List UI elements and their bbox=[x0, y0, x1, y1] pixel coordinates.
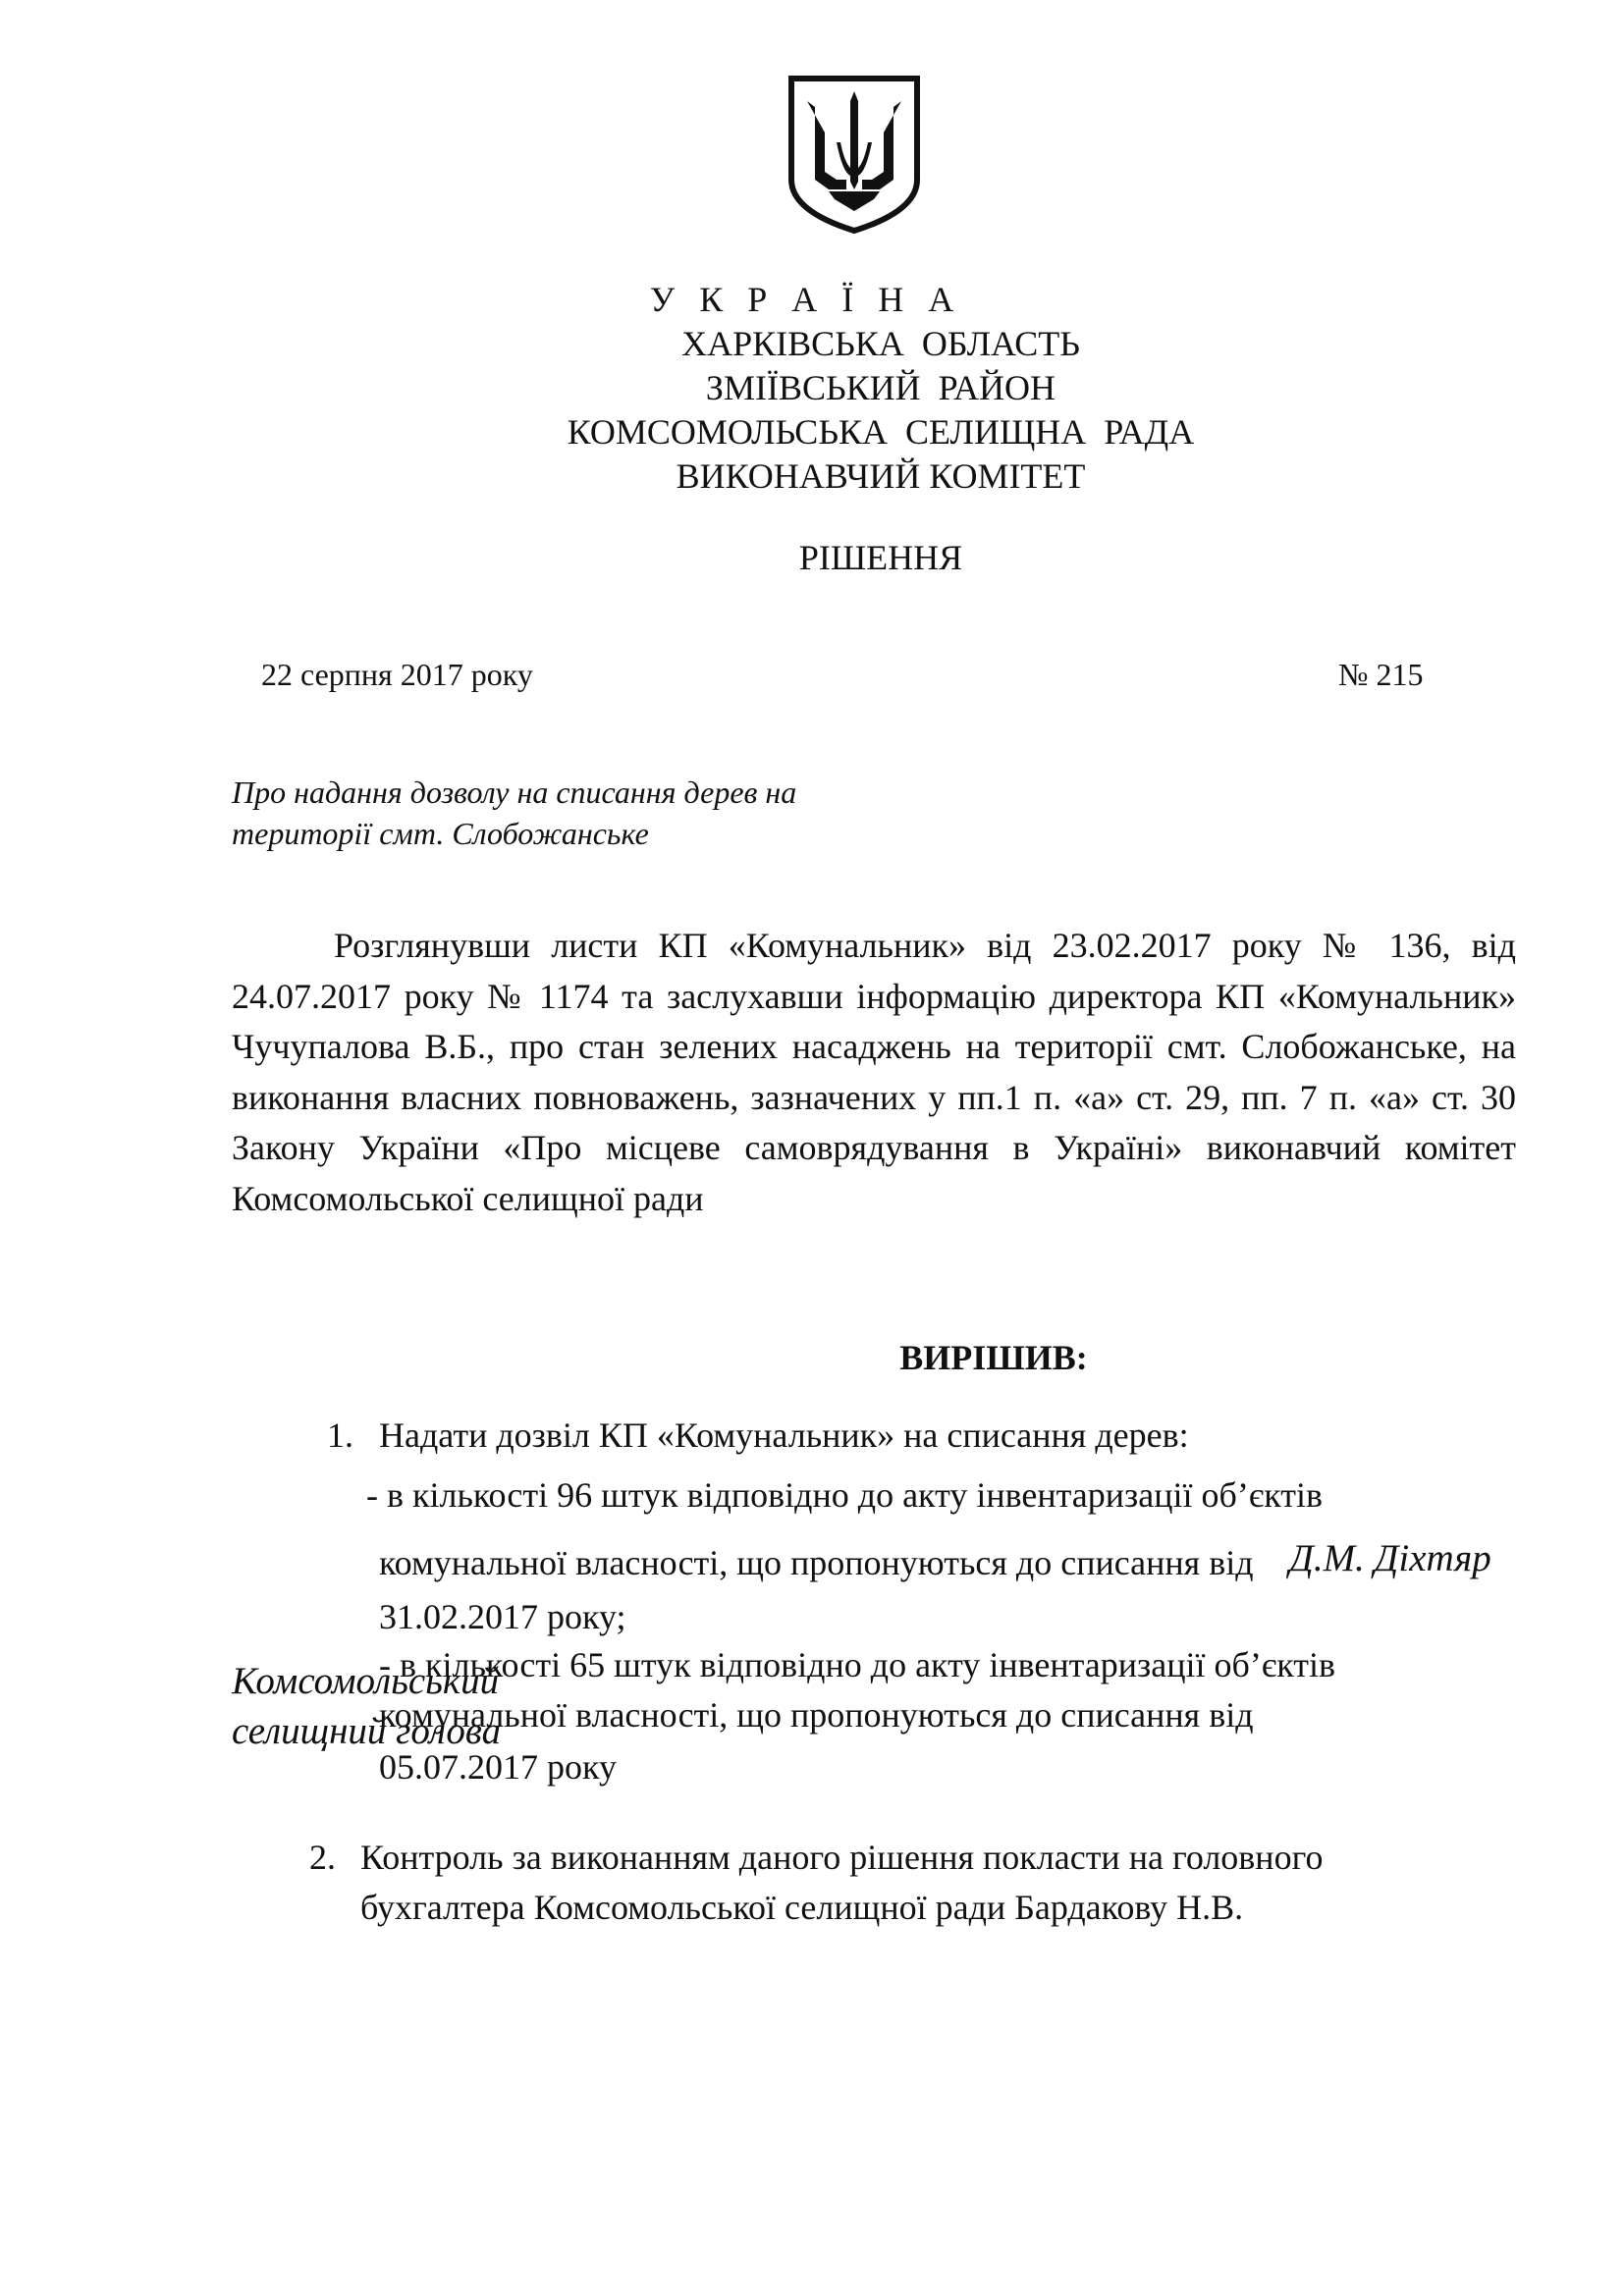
resolution-item-2 bbox=[309, 1833, 1537, 1883]
item-text: Контроль за виконанням даного рішення покласти на головного bbox=[360, 1838, 1324, 1877]
decision-title-text: РІШЕННЯ bbox=[798, 538, 963, 577]
coat-of-arms-trident-icon bbox=[785, 74, 923, 236]
decision-date: 22 серпня 2017 року bbox=[261, 657, 533, 692]
item-1-sub-line-3: 31.02.2017 року; bbox=[379, 1597, 626, 1636]
preamble bbox=[232, 921, 1516, 1224]
header-council: КОМСОМОЛЬСЬКА СЕЛИЩНА РАДА bbox=[567, 412, 1195, 452]
subject-line-2: території смт. Слобожанське bbox=[232, 816, 649, 851]
state-header bbox=[0, 278, 1624, 499]
decision-title bbox=[0, 537, 1624, 578]
item-1-sub-line-6: 05.07.2017 року bbox=[379, 1747, 617, 1787]
item-1-sub-line-1: - в кількості 96 штук відповідно до акту інвентаризації об’єктів bbox=[366, 1475, 1324, 1515]
preamble-text: Розглянувши листи КП «Комунальник» від 23.02.2017 року № 136, від 24.07.2017 року № 1174 та заслухавши інформацію директора КП «Комунальник» Чучупалова В.Б., про стан зелених насаджень на території смт. Слобожанське, на виконання власних повноважень, зазначених у пп.1 п. «а» ст. 29, пп. 7 п. «а» ст. 30 Закону України «Про місцеве самоврядування в Україні» виконавчий комітет Комсомольської селищної ради bbox=[232, 926, 1516, 1218]
header-committee: ВИКОНАВЧИЙ КОМІТЕТ bbox=[676, 456, 1086, 496]
signature-title-line-1: Комсомольський bbox=[232, 1660, 500, 1702]
decision-number: № 215 bbox=[1338, 657, 1424, 692]
header-region: ХАРКІВСЬКА ОБЛАСТЬ bbox=[681, 324, 1080, 363]
signature-name: Д.М. Діхтяр bbox=[1289, 1537, 1491, 1579]
resolved-heading bbox=[0, 1337, 1624, 1378]
item-number: 2. bbox=[309, 1838, 336, 1877]
subject-line-1: Про надання дозволу на списання дерев на bbox=[232, 774, 797, 810]
item-1-sub-line-5: комунальної власності, що пропонуються до списання від bbox=[379, 1695, 1254, 1735]
item-1-sub-line-2: комунальної власності, що пропонуються до списання від bbox=[379, 1543, 1254, 1582]
decision-subject bbox=[232, 772, 796, 854]
header-district: ЗМІЇВСЬКИЙ РАЙОН bbox=[705, 368, 1056, 407]
signature-title-line-2: селищний голова bbox=[232, 1710, 502, 1752]
signature-title bbox=[232, 1656, 501, 1756]
header-country: У К Р А Ї Н А bbox=[649, 280, 962, 319]
item-text: Надати дозвіл КП «Комунальник» на списання дерев: bbox=[379, 1415, 1189, 1455]
resolved-heading-text: ВИРІШИВ: bbox=[899, 1338, 1088, 1377]
item-number: 1. bbox=[327, 1415, 353, 1455]
resolution-item-1 bbox=[327, 1411, 1505, 1461]
item-2-line-2: бухгалтера Комсомольської селищної ради Бардакову Н.В. bbox=[360, 1888, 1244, 1927]
item-1-sub-line-4: - в кількості 65 штук відповідно до акту інвентаризації об’єктів bbox=[379, 1645, 1336, 1684]
